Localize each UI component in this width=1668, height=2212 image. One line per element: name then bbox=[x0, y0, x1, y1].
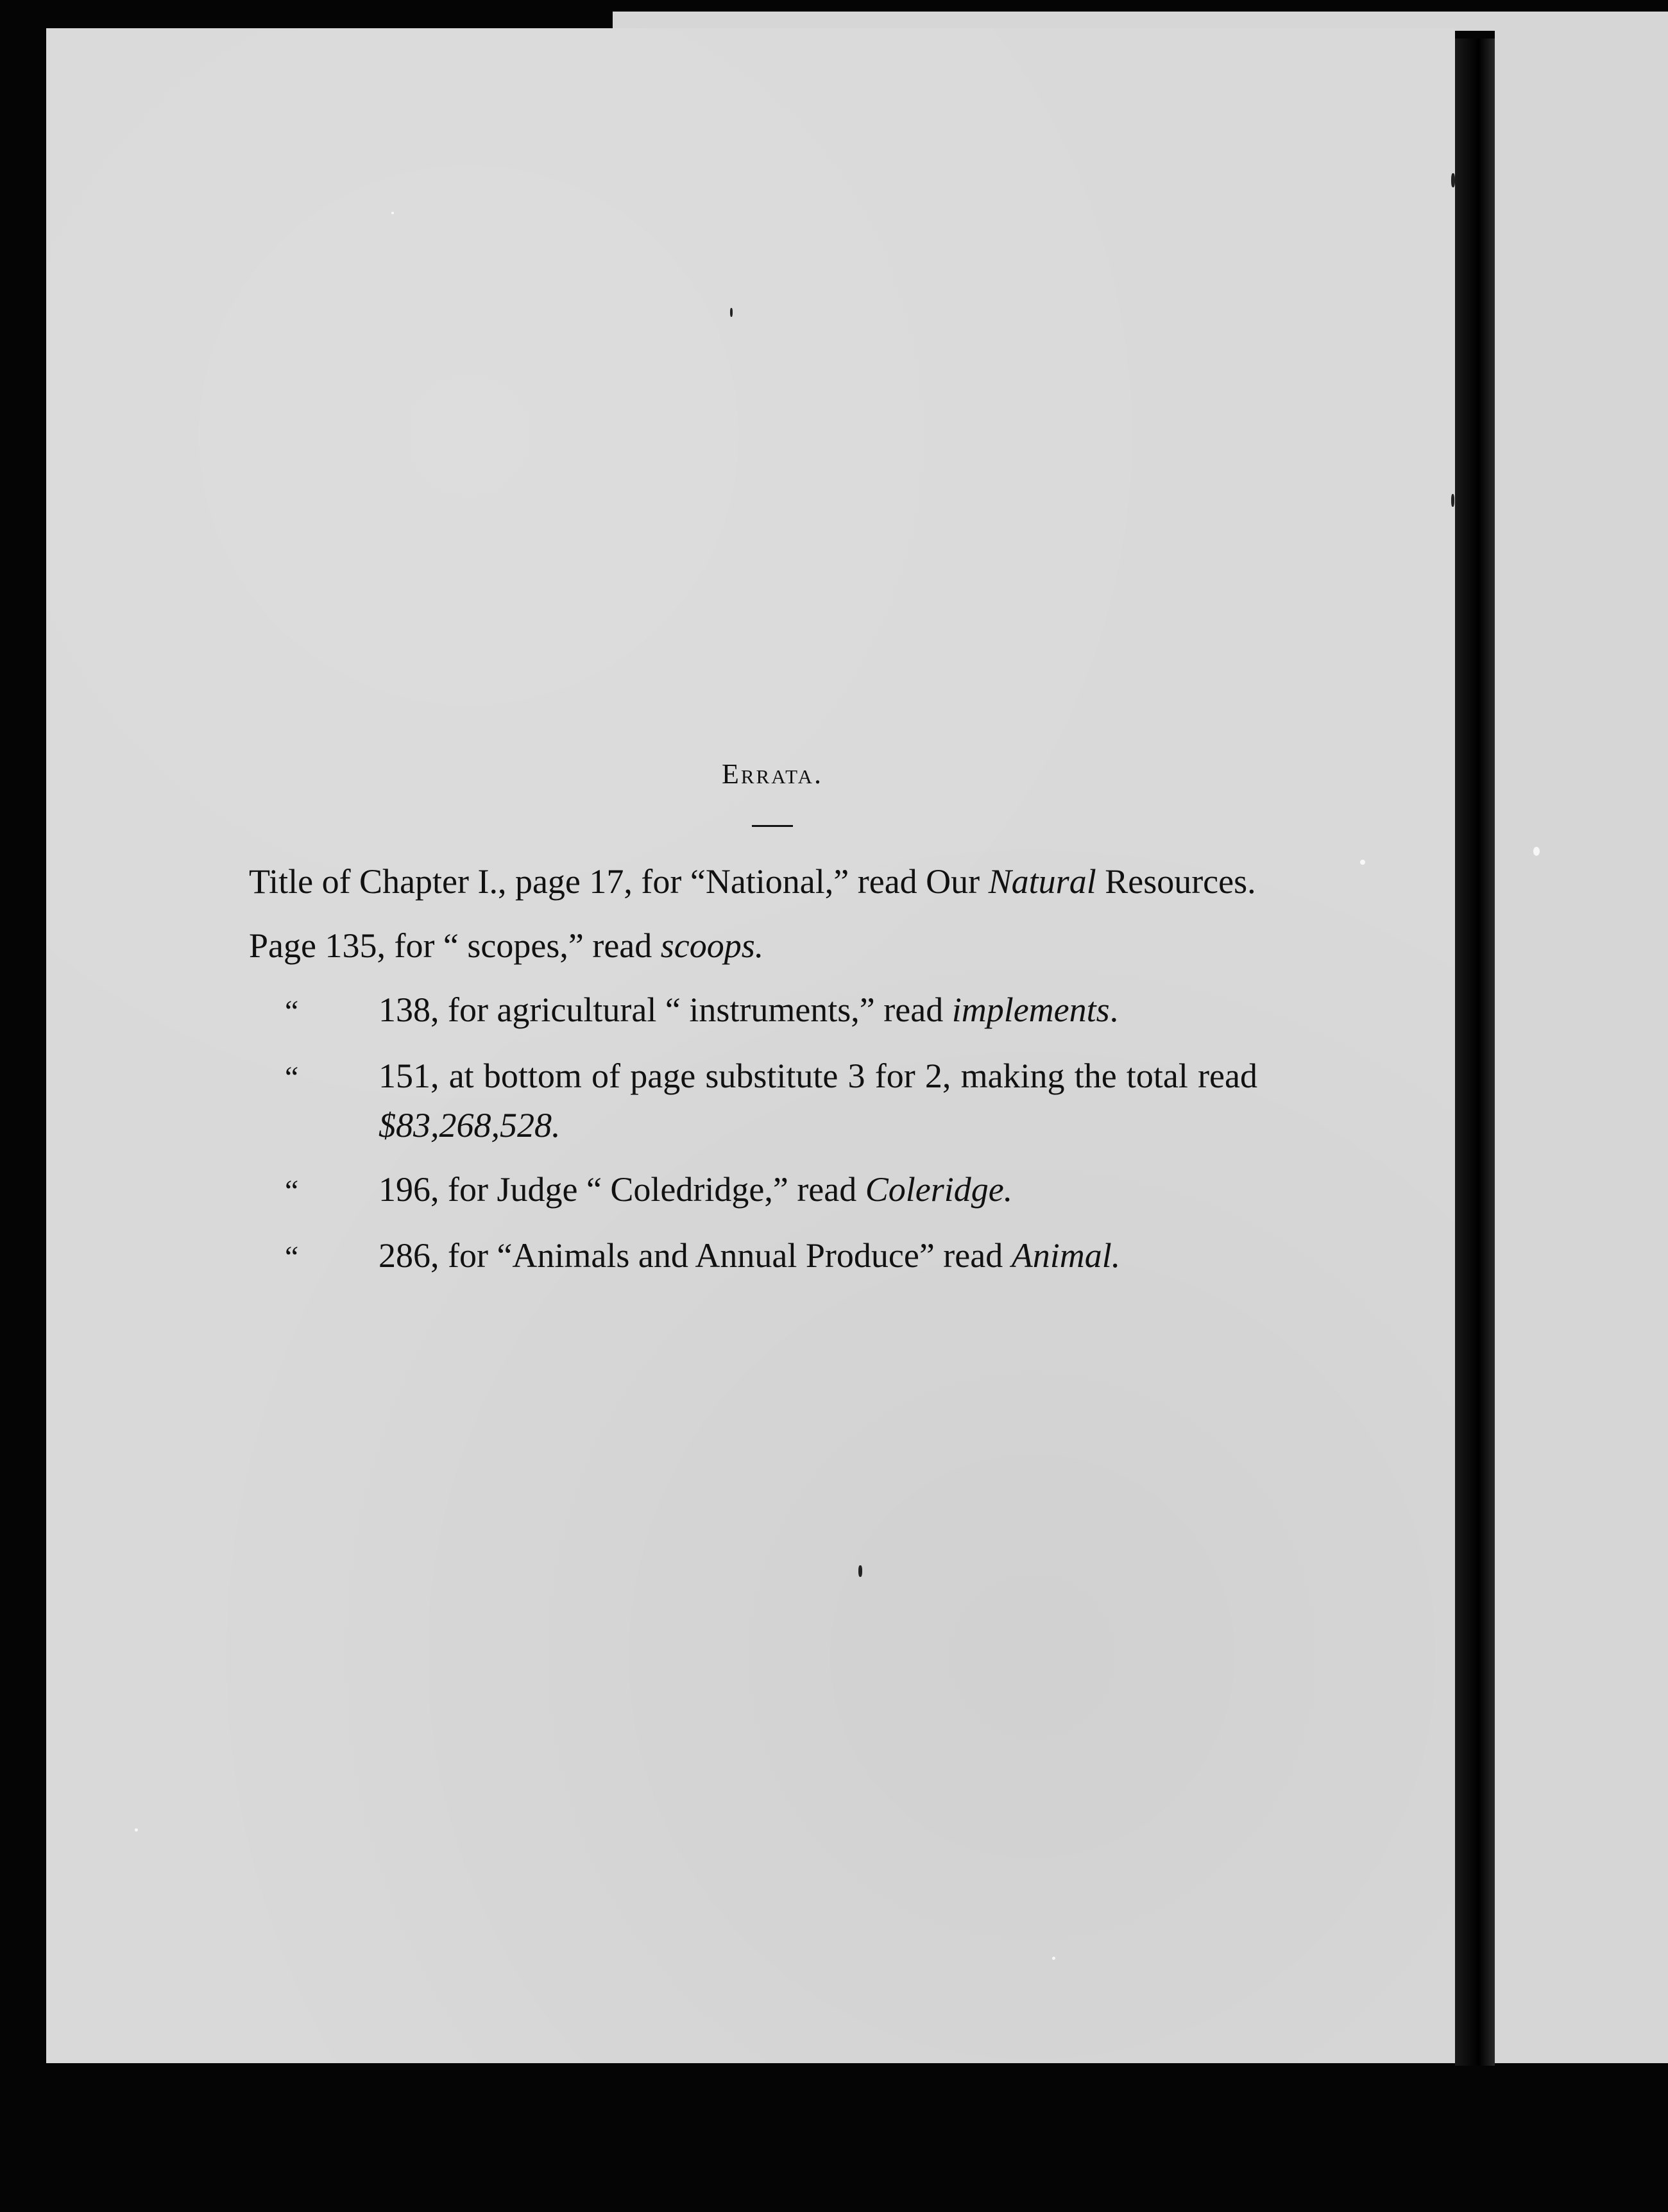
entry-correction: Natural bbox=[988, 862, 1096, 901]
errata-entry bbox=[285, 986, 1257, 1035]
ditto-mark: “ bbox=[285, 1240, 299, 1274]
entry-correction: Coleridge. bbox=[865, 1170, 1013, 1209]
next-page-edge bbox=[1495, 31, 1668, 2063]
scan-speck bbox=[1451, 494, 1454, 507]
scan-speck bbox=[858, 1565, 862, 1577]
ditto-mark: “ bbox=[285, 1060, 299, 1094]
scan-speck bbox=[1052, 1957, 1055, 1960]
errata-entry bbox=[285, 1052, 1257, 1149]
entry-correction: Animal. bbox=[1011, 1236, 1121, 1275]
errata-heading: Errata. bbox=[721, 758, 824, 790]
errata-entry bbox=[249, 858, 1257, 905]
scan-speck bbox=[391, 212, 394, 214]
entry-text: 138, for agricultural “ instruments,” read bbox=[379, 991, 952, 1029]
ditto-mark: “ bbox=[285, 994, 299, 1028]
entry-correction: $83,268,528. bbox=[379, 1106, 561, 1144]
entry-tail: Resources. bbox=[1096, 862, 1256, 901]
entry-text: Page 135, for “ scopes,” read bbox=[249, 926, 661, 965]
entry-correction: scoops. bbox=[660, 926, 764, 965]
errata-entry bbox=[249, 922, 1257, 969]
entry-text: 196, for Judge “ Coledridge,” read bbox=[379, 1170, 865, 1209]
scan-speck bbox=[1451, 173, 1455, 187]
heading-rule bbox=[752, 825, 793, 827]
entry-text: 286, for “Animals and Annual Produce” read bbox=[379, 1236, 1012, 1275]
errata-entry bbox=[285, 1232, 1257, 1281]
scan-speck bbox=[1533, 847, 1540, 856]
errata-entry bbox=[285, 1166, 1257, 1215]
entry-text: 151, at bottom of page substitute 3 for 2, making the total read bbox=[379, 1057, 1257, 1095]
book-gutter bbox=[1455, 38, 1495, 2066]
ditto-mark: “ bbox=[285, 1174, 299, 1208]
entry-text: Title of Chapter I., page 17, for “National,” read Our bbox=[249, 862, 989, 901]
errata-content bbox=[249, 751, 1257, 1298]
scan-speck bbox=[1360, 860, 1365, 865]
scan-speck bbox=[135, 1828, 138, 1832]
entry-correction: implements bbox=[951, 991, 1110, 1029]
scan-speck bbox=[730, 308, 733, 317]
entry-tail: . bbox=[1109, 991, 1119, 1029]
